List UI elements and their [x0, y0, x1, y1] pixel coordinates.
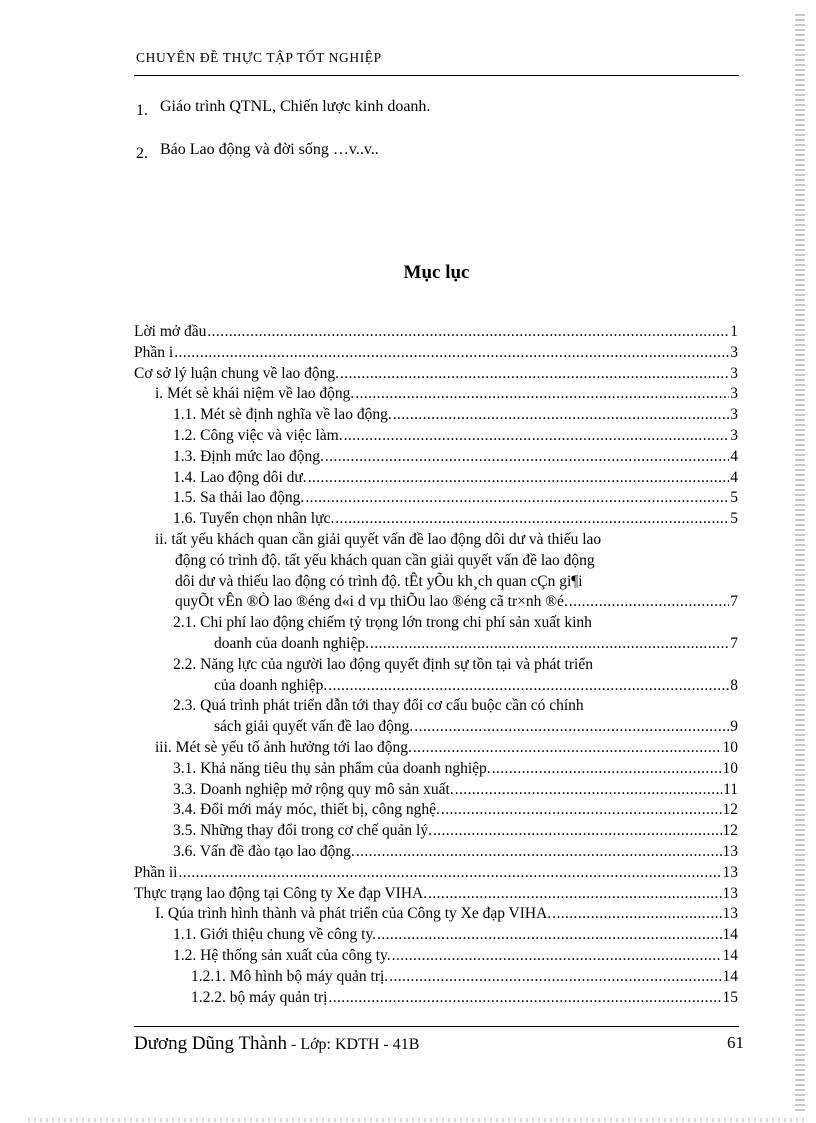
toc-entry[interactable]: 1.3. Định mức lao động. ..... 4 — [134, 447, 738, 468]
reference-number: 1. — [136, 102, 148, 119]
toc-entry[interactable]: 3.1. Khả năng tiêu thụ sản phẩm của doanh nghiệp. ..... 10 — [134, 759, 738, 780]
toc-entry[interactable]: Phần i ..... 3 — [134, 343, 738, 364]
table-of-contents — [134, 322, 738, 1008]
footer-rule — [134, 1026, 739, 1027]
toc-entry-line: 2.2. Năng lực của người lao động quyết định sự tồn tại và phát triển — [173, 655, 593, 673]
toc-entry[interactable]: 1.2. Hệ thống sản xuất của công ty. ..... 14 — [134, 946, 738, 967]
toc-entry[interactable]: quyÕt vÊn ®Ò lao ®éng d«i d vµ thiÕu lao ®éng cã tr×nh ®é. ..... 7 — [134, 592, 738, 613]
document-header: CHUYÊN ĐỀ THỰC TẬP TỐT NGHIỆP — [136, 50, 382, 65]
toc-entry[interactable]: 1.5. Sa thải lao động. ..... 5 — [134, 488, 738, 509]
toc-entry-line: dôi dư và thiếu lao động có trình độ. tÊt yÕu kh¸ch quan cÇn gi¶i — [175, 572, 583, 590]
toc-entry[interactable]: I. Qúa trình hình thành và phát triển của Công ty Xe đạp VIHA. ..... 13 — [134, 904, 738, 925]
page-bottom-shadow — [28, 1118, 808, 1122]
toc-entry[interactable]: 1.1. Giới thiệu chung về công ty. ..... 14 — [134, 925, 738, 946]
toc-entry[interactable]: iii. Mét sè yếu tố ảnh hưởng tới lao động. ..... 10 — [134, 738, 738, 759]
toc-entry[interactable]: 1.1. Mét sè định nghĩa về lao động. ..... 3 — [134, 405, 738, 426]
toc-entry[interactable]: 1.2.2. bộ máy quản trị ..... 15 — [134, 988, 738, 1009]
reference-text: Báo Lao động và đời sống …v..v.. — [160, 141, 379, 158]
toc-entry[interactable]: 3.4. Đổi mới máy móc, thiết bị, công nghệ. ..... 12 — [134, 800, 738, 821]
reference-number: 2. — [136, 145, 148, 162]
reference-item — [136, 141, 379, 162]
toc-entry[interactable]: 1.4. Lao động dôi dư. ..... 4 — [134, 468, 738, 489]
toc-entry[interactable]: 1.2. Công việc và việc làm. ..... 3 — [134, 426, 738, 447]
toc-entry-line: ii. tất yếu khách quan cần giải quyết vấn đề lao động dôi dư và thiếu lao — [155, 530, 602, 548]
toc-entry[interactable]: 1.6. Tuyển chọn nhân lực. ..... 5 — [134, 509, 738, 530]
toc-entry[interactable]: Thực trạng lao động tại Công ty Xe đạp VIHA. ..... 13 — [134, 884, 738, 905]
toc-entry-line: động có trình độ. tất yếu khách quan cần giải quyết vấn đề lao động — [175, 551, 595, 569]
toc-entry[interactable]: i. Mét sè khái niệm về lao động. ..... 3 — [134, 384, 738, 405]
toc-entry[interactable]: 3.5. Những thay đổi trong cơ chế quản lý. ..... 12 — [134, 821, 738, 842]
toc-entry[interactable]: 1.2.1. Mô hình bộ máy quản trị. ..... 14 — [134, 967, 738, 988]
author-name: Dương Dũng Thành — [134, 1033, 287, 1054]
page-number: 61 — [727, 1033, 744, 1052]
reference-text: Giáo trình QTNL, Chiến lược kinh doanh. — [160, 98, 431, 115]
reference-item — [136, 98, 431, 119]
toc-entry[interactable]: 3.3. Doanh nghiệp mở rộng quy mô sản xuất. ..... 11 — [134, 780, 738, 801]
toc-entry[interactable]: Phần ii ..... 13 — [134, 863, 738, 884]
toc-entry[interactable]: sách giải quyết vấn đề lao động. ..... 9 — [134, 717, 738, 738]
toc-entry[interactable]: Lời mở đầu ..... 1 — [134, 322, 738, 343]
toc-entry-line: 2.3. Quá trình phát triển dẫn tới thay đổi cơ cấu buộc cần có chính — [173, 697, 584, 715]
toc-entry[interactable]: 3.6. Vấn đề đào tạo lao động. ..... 13 — [134, 842, 738, 863]
header-rule — [134, 75, 739, 76]
toc-entry[interactable]: của doanh nghiệp. ..... 8 — [134, 676, 738, 697]
footer-author — [134, 1033, 419, 1055]
toc-title: Mục lục — [403, 262, 470, 283]
page-edge-shadow — [795, 14, 805, 1114]
toc-entry[interactable]: Cơ sở lý luận chung về lao động. ..... 3 — [134, 364, 738, 385]
toc-entry-line: 2.1. Chi phí lao động chiếm tỷ trọng lớn trong chi phí sản xuất kinh — [173, 614, 592, 632]
toc-entry[interactable]: doanh của doanh nghiệp. ..... 7 — [134, 634, 738, 655]
class-info: - Lớp: KDTH - 41B — [286, 1036, 420, 1053]
